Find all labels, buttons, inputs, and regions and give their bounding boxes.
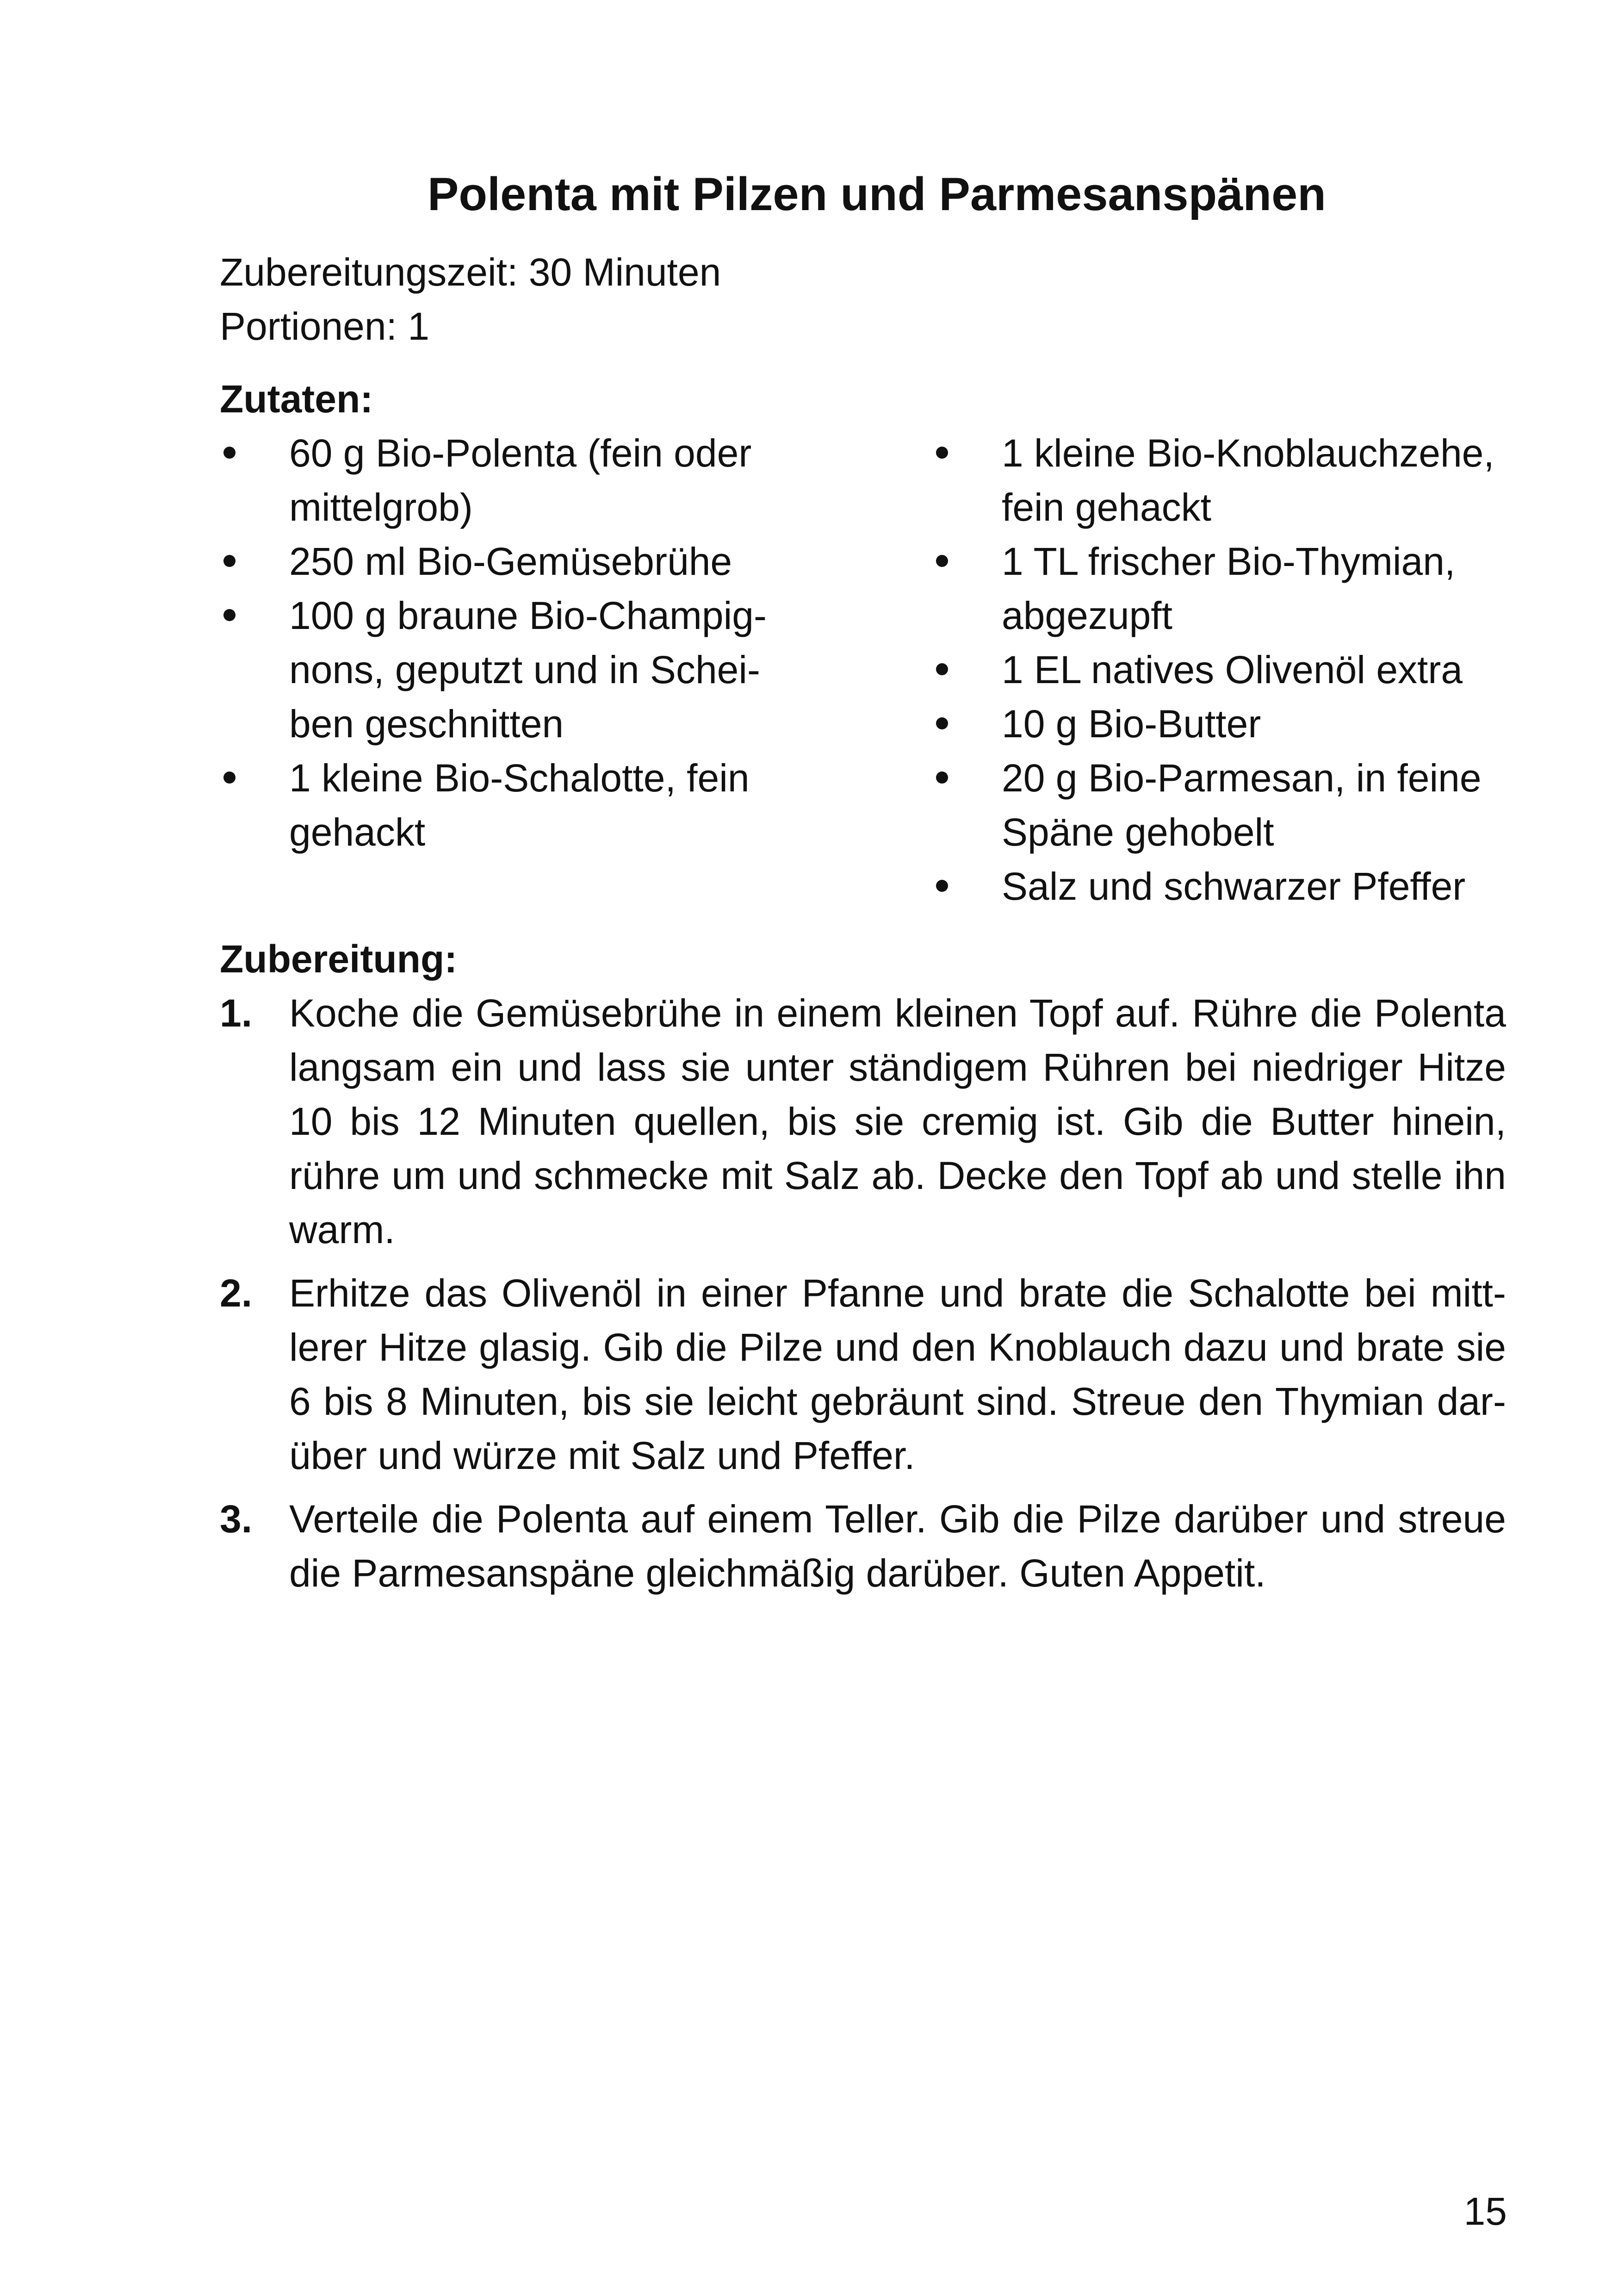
prep-time: Zubereitungszeit: 30 Minuten: [220, 250, 721, 294]
ingredient-text: 1 TL frischer Bio-Thymian, abgezupft: [1002, 540, 1456, 637]
ingredient-item: [932, 535, 1506, 643]
ingredients-column-right: [932, 426, 1506, 914]
ingredient-text: 1 EL natives Olivenöl extra: [1002, 648, 1463, 691]
ingredient-text: 1 kleine Bio-Schalotte, fein gehackt: [289, 756, 750, 854]
step-text: Erhitze das Olivenöl in einer Pfanne und brate die Schalotte bei mittlerer Hitze glasig. Gib die Pilze und den Knoblauch dazu und brate sie 6 bis 8 Minuten, bis sie leicht gebräunt sind. Streue den Thymian darüber und würze mit Salz und Pfeffer.: [289, 1271, 1506, 1477]
ingredient-text: 250 ml Bio-Gemüsebrühe: [289, 540, 732, 583]
recipe-page: [220, 162, 1506, 1610]
step-item: [220, 986, 1506, 1257]
ingredient-text: 20 g Bio-Parmesan, in feine Späne gehobelt: [1002, 756, 1482, 854]
preparation-steps: [220, 986, 1506, 1600]
bullet-icon: [220, 589, 289, 751]
ingredient-item: [220, 535, 932, 589]
preparation-heading: Zubereitung:: [220, 937, 458, 981]
ingredient-text: 100 g braune Bio-Champig- nons, geputzt und in Schei- ben geschnitten: [289, 594, 767, 746]
bullet-icon: [932, 643, 1002, 697]
bullet-icon: [932, 426, 1002, 535]
step-number: 1.: [220, 991, 253, 1035]
ingredient-item: [932, 426, 1506, 535]
ingredient-item: [932, 697, 1506, 751]
bullet-icon: [932, 859, 1002, 914]
step-number: 3.: [220, 1497, 253, 1541]
bullet-icon: [932, 751, 1002, 859]
ingredient-item: [220, 426, 932, 535]
bullet-icon: [220, 426, 289, 535]
recipe-meta: [220, 245, 1506, 354]
step-item: [220, 1266, 1506, 1483]
servings: Portionen: 1: [220, 305, 429, 348]
page-number: 15: [1463, 2190, 1507, 2233]
ingredients-list: [220, 426, 1506, 914]
ingredient-item: [220, 751, 932, 859]
ingredient-text: 10 g Bio-Butter: [1002, 702, 1261, 746]
step-text: Verteile die Polenta auf einem Teller. Gib die Pilze darüber und streue die Parmesanspäne gleichmäßig darüber. Guten Appetit.: [289, 1497, 1506, 1595]
recipe-title: Polenta mit Pilzen und Parmesanspänen: [428, 168, 1326, 220]
ingredients-heading: Zutaten:: [220, 377, 373, 421]
ingredient-item: [220, 589, 932, 751]
ingredient-text: Salz und schwarzer Pfeffer: [1002, 865, 1466, 908]
bullet-icon: [220, 751, 289, 859]
bullet-icon: [932, 697, 1002, 751]
ingredient-item: [932, 751, 1506, 859]
step-text: Koche die Gemüsebrühe in einem kleinen Topf auf. Rühre die Polenta langsam ein und lass sie unter ständigem Rühren bei niedriger Hitze 10 bis 12 Minuten quellen, bis sie cremig ist. Gib die Butter hinein, rühre um und schmecke mit Salz ab. Decke den Topf ab und stelle ihn warm.: [289, 991, 1506, 1251]
ingredient-text: 1 kleine Bio-Knoblauchzehe, fein gehackt: [1002, 431, 1494, 529]
bullet-icon: [932, 535, 1002, 643]
step-item: [220, 1492, 1506, 1600]
bullet-icon: [220, 535, 289, 589]
ingredients-column-left: [220, 426, 932, 914]
step-number: 2.: [220, 1271, 253, 1315]
ingredient-text: 60 g Bio-Polenta (fein oder mittelgrob): [289, 431, 752, 529]
ingredient-item: [932, 643, 1506, 697]
ingredient-item: [932, 859, 1506, 914]
